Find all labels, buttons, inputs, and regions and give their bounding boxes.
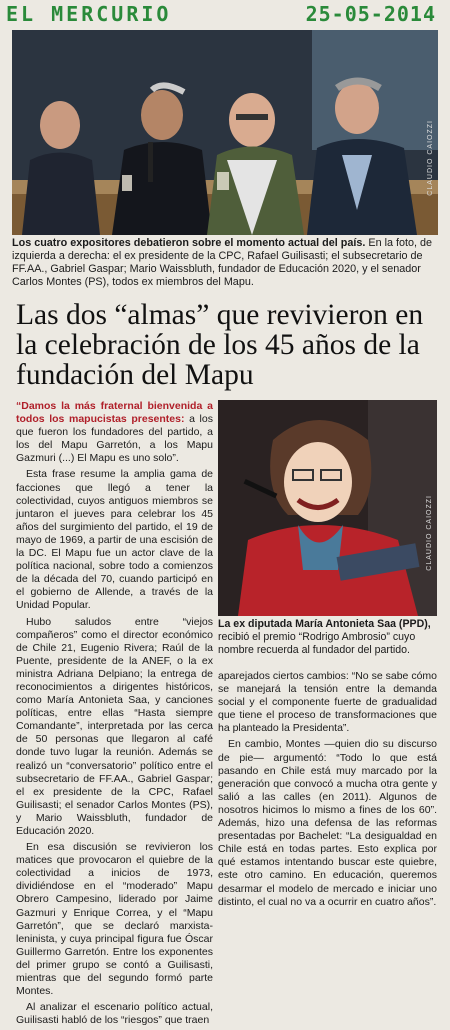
newspaper-name: EL MERCURIO <box>6 2 172 26</box>
panel-photo-illustration <box>12 30 438 235</box>
caption-lead: La ex diputada María Antonieta Saa (PPD), <box>218 618 431 630</box>
headline: Las dos “almas” que revivieron en la celebración de los 45 años de la fundación del Mapu <box>16 299 424 391</box>
right-photo-caption <box>218 618 437 657</box>
top-photo-caption <box>12 237 438 289</box>
portrait-photo-illustration <box>218 400 437 616</box>
lede-paragraph <box>16 400 213 465</box>
body-paragraph: Esta frase resume la amplia gama de facciones que llegó a tener la colectividad, cuyos antiguos miembros se juntaron el jueves para celebrar los 45 años del surgimiento del partido, el 19 de mayo de 1969, a partir de una escisión de la DC. El Mapu fue un actor clave de la política nacional, sobre todo a comienzos de la década del 70, cuando participó en el gobierno de Allende, a través de la Unidad Popular. <box>16 468 213 612</box>
body-paragraph: En esa discusión se revivieron los matices que provocaron el quiebre de la colectividad a inicios de 1973, dividiéndose en el “moderado” Mapu Obrero Campesino, liderado por Jaime Gazmuri y Enrique Correa, y el “Mapu Garretón”, que se declaró marxista-leninista, y cuya principal figura fue Óscar Guillermo Garretón. Entre los exponentes del primer grupo se contó a Guilisasti, mientras que del segundo formó parte Montes. <box>16 841 213 998</box>
body-paragraph: En cambio, Montes —quien dio su discurso de pie— argumentó: “Todo lo que está pasando en Chile está muy marcado por la generación que convocó a mucha otra gente y salió a las calles (en 2011). Algunos de nosotros hicimos lo mismo a fines de los 60”. Además, hizo una defensa de las reformas presentadas por Bachelet: “La desigualdad en Chile está en todas partes. Esto explica por qué estamos intentando buscar este quiebre, este otro camino. En educación, queremos desarmar el modelo de mercado e iniciar uno distinto, el cual no va a ocurrir en cuatro años”. <box>218 738 437 908</box>
caption-lead: Los cuatro expositores debatieron sobre el momento actual del país. <box>12 237 366 249</box>
right-photo <box>218 400 437 616</box>
body-paragraph: Al analizar el escenario político actual, Guilisasti habló de los “riesgos” que traen <box>16 1001 213 1027</box>
photo-credit: CLAUDIO CAIOZZI <box>426 495 433 571</box>
body-paragraph: Hubo saludos entre “viejos compañeros” como el director económico de Chile 21, Eugenio Rivera; Raúl de la Puente, presidente de la ANEF, o la ex ministra Adriana Delpiano; la entrega de reconocimientos a dirigentes históricos, como María Antonieta Saa, y canciones políticas, entre ellas “Hasta siempre Comandante”, interpretada por las cerca de 50 personas que llegaron al café donde tuvo lugar la reunión. Además se realizó un “conversatorio” político entre el subsecretario de FF.AA., Gabriel Gaspar; el ex presidente de la CPC, Rafael Guilisasti; el senador Carlos Montes (PS), y Mario Waissbluth, fundador de Educación 2020. <box>16 615 213 837</box>
body-paragraph: aparejados ciertos cambios: “No se sabe cómo se manejará la tensión entre la demanda social y el componente fuerte de gradualidad que tiene el proceso de transformaciones que ha planteado la Presidenta”. <box>218 670 437 735</box>
lede-quote: “Damos la más fraternal bienvenida a todos los mapucistas presentes: <box>16 400 213 426</box>
photo-credit: CLAUDIO CAIOZZI <box>427 120 434 196</box>
masthead <box>0 0 450 30</box>
right-column <box>218 670 437 912</box>
left-column <box>16 400 213 1030</box>
caption-rest: En la foto, de izquierda a derecha: el ex presidente de la CPC, Rafael Guilisasti; el subsecretario de FF.AA., Gabriel Gaspar; Mario Waissbluth, fundador de Educación 2020, y el senador Carlos Montes (PS), todos ex miembros del Mapu. <box>12 237 433 288</box>
handwritten-date: 25-05-2014 <box>305 2 436 26</box>
caption-rest: recibió el premio “Rodrigo Ambrosio” cuyo nombre recuerda al fundador del partido. <box>218 631 416 656</box>
top-photo <box>12 30 438 235</box>
lede-rest: a los que fueron los fundadores del partido, a los del Mapu Garretón, a los Mapu Gazmuri (...) El Mapu es uno solo”. <box>16 413 213 465</box>
